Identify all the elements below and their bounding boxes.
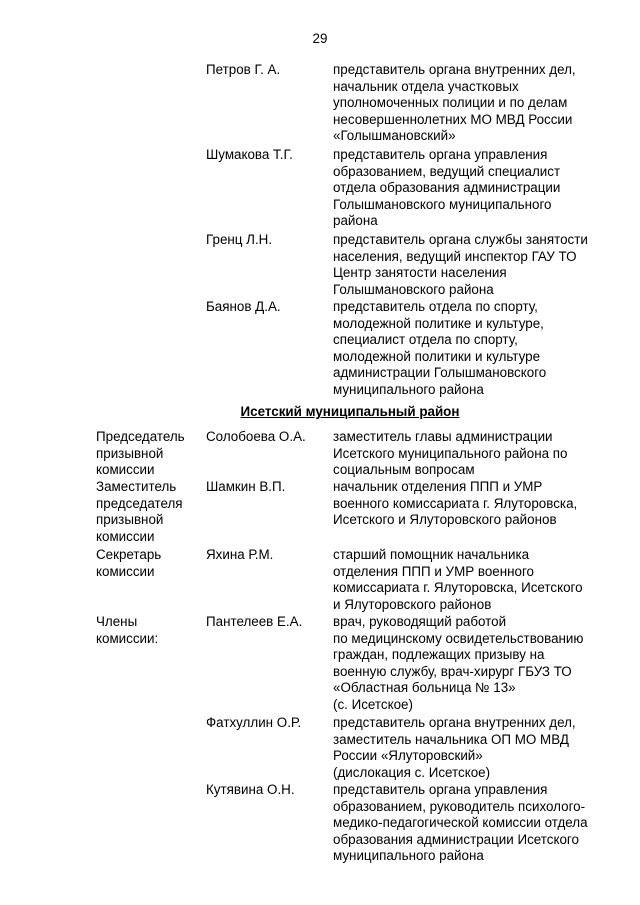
member-name: Баянов Д.А.: [206, 299, 281, 314]
member-name: Гренц Л.Н.: [206, 232, 273, 247]
member-role: Заместитель председателя призывной комиссии: [96, 479, 183, 544]
member-description: врач, руководящий работой по медицинскому освидетельствованию граждан, подлежащих призыву на военную службу, врач-хирург ГБУЗ ТО «Областная больница № 13» (с. Исетское): [333, 614, 584, 712]
member-description: представитель отдела по спорту, молодежной политике и культуре, специалист отдела по спорту, молодежной политики и культуре администрации Голышмановского муниципального района: [333, 299, 547, 397]
member-name: Шамкин В.П.: [206, 479, 286, 494]
member-description: представитель органа внутренних дел, заместитель начальника ОП МО МВД России «Ялуторовский» (дислокация с. Исетское): [333, 715, 576, 780]
member-description: заместитель главы администрации Исетского муниципального района по социальным вопросам: [333, 429, 568, 478]
member-description: начальник отделения ППП и УМР военного комиссариата г. Ялуторовска, Исетского и Ялуторовского районов: [333, 479, 578, 528]
member-name: Фатхуллин О.Р.: [206, 715, 302, 730]
member-name: Шумакова Т.Г.: [206, 147, 293, 162]
member-description: старший помощник начальника отделения ППП и УМР военного комиссариата г. Ялуторовска, Исетского и Ялуторовского районов: [333, 547, 583, 612]
member-name: Солобоева О.А.: [206, 429, 306, 444]
member-description: представитель органа управления образованием, руководитель психолого- медико-педагогической комиссии отдела образования администрации Исетского муниципального района: [333, 782, 588, 864]
member-description: представитель органа управления образованием, ведущий специалист отдела образования администрации Голышмановского муниципального района: [333, 147, 561, 229]
section-heading: Исетский муниципальный район: [240, 404, 460, 419]
member-name: Петров Г. А.: [206, 62, 281, 77]
member-name: Кутявина О.Н.: [206, 782, 295, 797]
page-number: 29: [312, 31, 328, 46]
member-description: представитель органа внутренних дел, начальник отдела участковых уполномоченных полиции и по делам несовершеннолетних МО МВД России «Голышмановский»: [333, 62, 576, 144]
member-role: Председатель призывной комиссии: [96, 429, 185, 478]
member-role: Члены комиссии:: [96, 614, 159, 646]
member-description: представитель органа службы занятости населения, ведущий инспектор ГАУ ТО Центр занятости населения Голышмановского района: [333, 232, 588, 297]
member-name: Яхина Р.М.: [206, 547, 274, 562]
member-name: Пантелеев Е.А.: [206, 614, 303, 629]
member-role: Секретарь комиссии: [96, 547, 162, 579]
